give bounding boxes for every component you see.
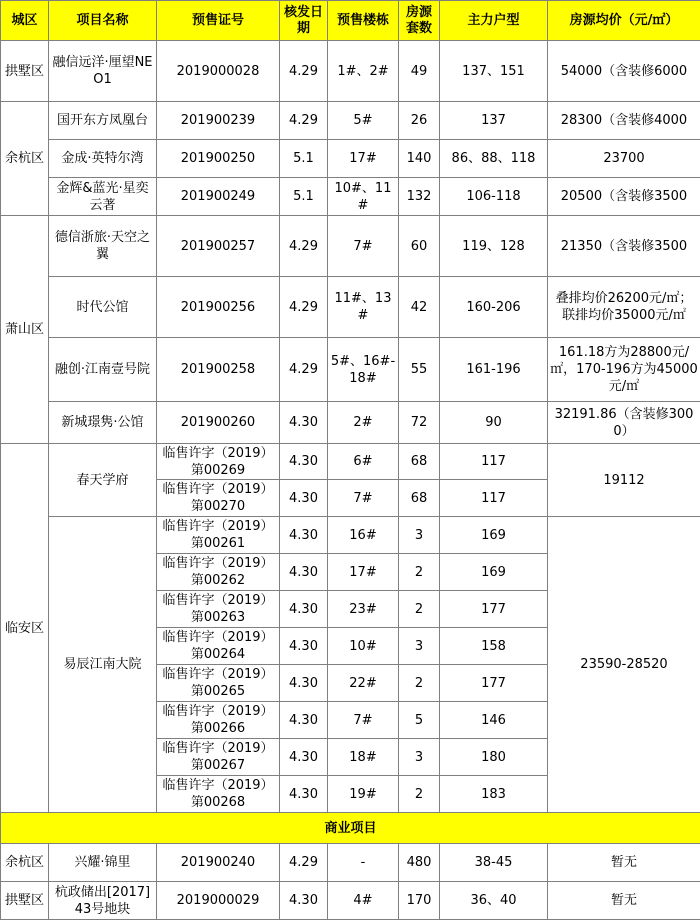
date-cell: 4.29 — [280, 338, 328, 402]
date-cell: 4.30 — [280, 776, 328, 813]
date-cell: 4.29 — [280, 102, 328, 140]
permit-cell: 201900250 — [157, 140, 280, 178]
building-cell: 7# — [328, 216, 399, 277]
units-cell: 3 — [399, 739, 440, 776]
permit-cell: 临售许字（2019）第00268 — [157, 776, 280, 813]
header-date: 核发日期 — [280, 1, 328, 41]
district-cell: 拱墅区 — [1, 41, 49, 102]
layout-cell: 158 — [440, 628, 548, 665]
date-cell: 4.29 — [280, 216, 328, 277]
table-row — [1, 277, 700, 338]
section-title: 商业项目 — [1, 813, 700, 844]
permit-cell: 临售许字（2019）第00269 — [157, 444, 280, 480]
district-cell: 余杭区 — [1, 844, 49, 882]
header-layout: 主力户型 — [440, 1, 548, 41]
layout-cell: 137 — [440, 102, 548, 140]
layout-cell: 177 — [440, 665, 548, 702]
permit-cell: 201900257 — [157, 216, 280, 277]
permit-cell: 临售许字（2019）第00266 — [157, 702, 280, 739]
price-cell: 161.18方为28800元/㎡，170-196方为45000元/㎡ — [548, 338, 700, 402]
layout-cell: 169 — [440, 554, 548, 591]
layout-cell: 169 — [440, 517, 548, 554]
table-row — [1, 216, 700, 277]
date-cell: 5.1 — [280, 178, 328, 216]
header-project: 项目名称 — [49, 1, 157, 41]
project-cell: 新城璟隽·公馆 — [49, 402, 157, 444]
units-cell: 3 — [399, 517, 440, 554]
date-cell: 4.30 — [280, 702, 328, 739]
building-cell: 10#、11# — [328, 178, 399, 216]
date-cell: 5.1 — [280, 140, 328, 178]
units-cell: 42 — [399, 277, 440, 338]
project-cell: 易辰江南大院 — [49, 517, 157, 813]
building-cell: 22# — [328, 665, 399, 702]
units-cell: 170 — [399, 882, 440, 920]
layout-cell: 106-118 — [440, 178, 548, 216]
layout-cell: 146 — [440, 702, 548, 739]
building-cell: 16# — [328, 517, 399, 554]
price-cell: 暂无 — [548, 882, 700, 920]
district-cell: 临安区 — [1, 444, 49, 813]
layout-cell: 117 — [440, 480, 548, 517]
date-cell: 4.30 — [280, 402, 328, 444]
table-row — [1, 444, 700, 480]
date-cell: 4.29 — [280, 41, 328, 102]
project-cell: 融信远洋·厘望NEO1 — [49, 41, 157, 102]
price-cell: 20500（含装修3500 — [548, 178, 700, 216]
project-cell: 德信浙旅·天空之翼 — [49, 216, 157, 277]
units-cell: 72 — [399, 402, 440, 444]
layout-cell: 119、128 — [440, 216, 548, 277]
date-cell: 4.30 — [280, 739, 328, 776]
building-cell: 1#、2# — [328, 41, 399, 102]
building-cell: 7# — [328, 702, 399, 739]
date-cell: 4.30 — [280, 882, 328, 920]
permit-cell: 201900256 — [157, 277, 280, 338]
building-cell: 6# — [328, 444, 399, 480]
permit-cell: 201900249 — [157, 178, 280, 216]
price-cell: 23700 — [548, 140, 700, 178]
permit-cell: 2019000028 — [157, 41, 280, 102]
date-cell: 4.30 — [280, 665, 328, 702]
building-cell: 19# — [328, 776, 399, 813]
units-cell: 60 — [399, 216, 440, 277]
units-cell: 68 — [399, 444, 440, 480]
date-cell: 4.30 — [280, 444, 328, 480]
project-cell: 国开东方凤凰台 — [49, 102, 157, 140]
project-cell: 融创·江南壹号院 — [49, 338, 157, 402]
table-row — [1, 140, 700, 178]
header-permit: 预售证号 — [157, 1, 280, 41]
units-cell: 140 — [399, 140, 440, 178]
header-row — [1, 1, 700, 41]
district-cell: 拱墅区 — [1, 882, 49, 920]
permit-cell: 临售许字（2019）第00270 — [157, 480, 280, 517]
building-cell: 5#、16#-18# — [328, 338, 399, 402]
units-cell: 5 — [399, 702, 440, 739]
building-cell: 4# — [328, 882, 399, 920]
date-cell: 4.30 — [280, 628, 328, 665]
date-cell: 4.29 — [280, 277, 328, 338]
layout-cell: 177 — [440, 591, 548, 628]
permit-cell: 临售许字（2019）第00264 — [157, 628, 280, 665]
units-cell: 480 — [399, 844, 440, 882]
permit-cell: 临售许字（2019）第00261 — [157, 517, 280, 554]
layout-cell: 161-196 — [440, 338, 548, 402]
building-cell: 2# — [328, 402, 399, 444]
units-cell: 2 — [399, 591, 440, 628]
table-row — [1, 102, 700, 140]
layout-cell: 90 — [440, 402, 548, 444]
price-cell: 54000（含装修6000 — [548, 41, 700, 102]
header-district: 城区 — [1, 1, 49, 41]
layout-cell: 183 — [440, 776, 548, 813]
units-cell: 2 — [399, 776, 440, 813]
header-units: 房源套数 — [399, 1, 440, 41]
price-cell: 32191.86（含装修3000） — [548, 402, 700, 444]
table-row — [1, 41, 700, 102]
header-price: 房源均价（元/㎡） — [548, 1, 700, 41]
building-cell: 11#、13# — [328, 277, 399, 338]
table-row — [1, 882, 700, 920]
units-cell: 55 — [399, 338, 440, 402]
project-cell: 金成·英特尔湾 — [49, 140, 157, 178]
units-cell: 26 — [399, 102, 440, 140]
date-cell: 4.30 — [280, 591, 328, 628]
building-cell: 5# — [328, 102, 399, 140]
permit-cell: 临售许字（2019）第00262 — [157, 554, 280, 591]
units-cell: 68 — [399, 480, 440, 517]
building-cell: 23# — [328, 591, 399, 628]
project-cell: 春天学府 — [49, 444, 157, 517]
permit-cell: 201900240 — [157, 844, 280, 882]
header-building: 预售楼栋 — [328, 1, 399, 41]
project-cell: 金辉&蓝光·星奕云著 — [49, 178, 157, 216]
permit-cell: 201900258 — [157, 338, 280, 402]
layout-cell: 38-45 — [440, 844, 548, 882]
permit-cell: 临售许字（2019）第00265 — [157, 665, 280, 702]
date-cell: 4.29 — [280, 844, 328, 882]
section-row — [1, 813, 700, 844]
price-cell: 28300（含装修4000 — [548, 102, 700, 140]
price-cell: 19112 — [548, 444, 700, 517]
price-cell: 21350（含装修3500 — [548, 216, 700, 277]
units-cell: 2 — [399, 665, 440, 702]
project-cell: 兴耀·锦里 — [49, 844, 157, 882]
layout-cell: 117 — [440, 444, 548, 480]
project-cell: 杭政储出[2017]43号地块 — [49, 882, 157, 920]
permit-cell: 临售许字（2019）第00267 — [157, 739, 280, 776]
price-cell: 叠排均价26200元/㎡；联排均价35000元/㎡ — [548, 277, 700, 338]
date-cell: 4.30 — [280, 554, 328, 591]
district-cell: 余杭区 — [1, 102, 49, 216]
table-row — [1, 178, 700, 216]
date-cell: 4.30 — [280, 517, 328, 554]
permit-cell: 201900260 — [157, 402, 280, 444]
units-cell: 2 — [399, 554, 440, 591]
table-row — [1, 338, 700, 402]
building-cell: 10# — [328, 628, 399, 665]
units-cell: 3 — [399, 628, 440, 665]
building-cell: 17# — [328, 140, 399, 178]
permit-cell: 201900239 — [157, 102, 280, 140]
date-cell: 4.30 — [280, 480, 328, 517]
building-cell: 18# — [328, 739, 399, 776]
table-row — [1, 517, 700, 554]
table-row — [1, 402, 700, 444]
permit-cell: 临售许字（2019）第00263 — [157, 591, 280, 628]
district-cell: 萧山区 — [1, 216, 49, 444]
price-cell: 暂无 — [548, 844, 700, 882]
layout-cell: 36、40 — [440, 882, 548, 920]
building-cell: - — [328, 844, 399, 882]
units-cell: 49 — [399, 41, 440, 102]
units-cell: 132 — [399, 178, 440, 216]
building-cell: 7# — [328, 480, 399, 517]
layout-cell: 160-206 — [440, 277, 548, 338]
permit-cell: 2019000029 — [157, 882, 280, 920]
layout-cell: 180 — [440, 739, 548, 776]
price-cell: 23590-28520 — [548, 517, 700, 813]
layout-cell: 137、151 — [440, 41, 548, 102]
building-cell: 17# — [328, 554, 399, 591]
layout-cell: 86、88、118 — [440, 140, 548, 178]
table-row — [1, 844, 700, 882]
project-cell: 时代公馆 — [49, 277, 157, 338]
